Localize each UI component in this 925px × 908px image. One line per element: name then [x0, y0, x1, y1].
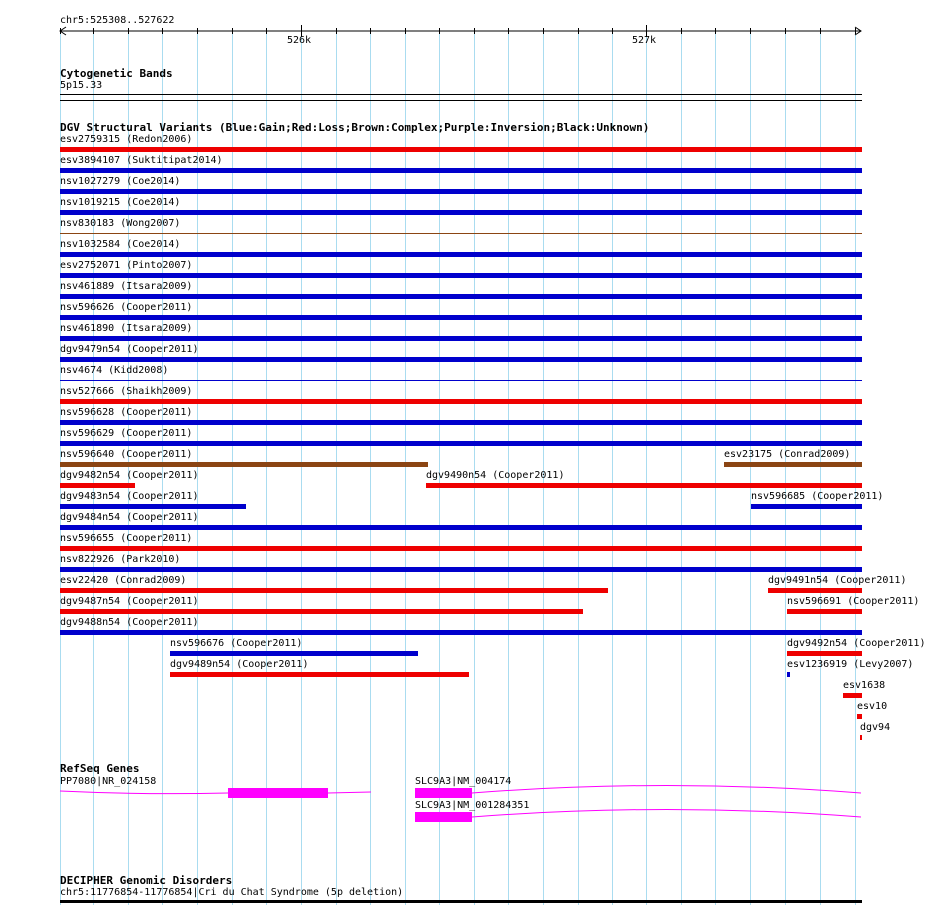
variant-label[interactable]: dgv9479n54 (Cooper2011): [60, 344, 199, 355]
variant-label[interactable]: nsv4674 (Kidd2008): [60, 365, 169, 376]
variant-label[interactable]: nsv596629 (Cooper2011): [60, 428, 193, 439]
variant-label[interactable]: dgv9488n54 (Cooper2011): [60, 617, 199, 628]
variant-label[interactable]: nsv461889 (Itsara2009): [60, 281, 193, 292]
variant-label[interactable]: dgv9491n54 (Cooper2011): [768, 575, 907, 586]
variant-label[interactable]: dgv9490n54 (Cooper2011): [426, 470, 565, 481]
region-label: chr5:525308..527622: [60, 15, 175, 26]
variant-label[interactable]: nsv596655 (Cooper2011): [60, 533, 193, 544]
refseq-track-title: RefSeq Genes: [60, 762, 140, 775]
gene-model-slc9a3-exon: [415, 788, 472, 798]
tick-label-527k: 527k: [632, 35, 657, 46]
variant-label[interactable]: esv2752071 (Pinto2007): [60, 260, 193, 271]
variant-label[interactable]: dgv9489n54 (Cooper2011): [170, 659, 309, 670]
decipher-entry-label[interactable]: chr5:11776854-11776854|Cri du Chat Syndrome (5p deletion): [60, 887, 404, 898]
variant-label[interactable]: dgv9487n54 (Cooper2011): [60, 596, 199, 607]
gene-model-pp7080-exon: [228, 788, 328, 798]
variant-label[interactable]: dgv9484n54 (Cooper2011): [60, 512, 199, 523]
decipher-track-title: DECIPHER Genomic Disorders: [60, 874, 233, 887]
variant-label[interactable]: nsv1019215 (Coe2014): [60, 197, 181, 208]
variant-label[interactable]: nsv830183 (Wong2007): [60, 218, 181, 229]
variant-label[interactable]: dgv9483n54 (Cooper2011): [60, 491, 199, 502]
variant-label[interactable]: nsv596628 (Cooper2011): [60, 407, 193, 418]
variant-label[interactable]: esv3894107 (Suktitipat2014): [60, 155, 223, 166]
variant-label[interactable]: nsv461890 (Itsara2009): [60, 323, 193, 334]
cytogenetic-band-label[interactable]: 5p15.33: [60, 80, 103, 91]
gene-label[interactable]: PP7080|NR_024158: [60, 776, 157, 787]
variant-label[interactable]: nsv1027279 (Coe2014): [60, 176, 181, 187]
gene-label[interactable]: SLC9A3|NM_004174: [415, 776, 512, 787]
gene-model-slc9a3-intron: [472, 786, 861, 794]
gene-model-pp7080-intron: [60, 791, 228, 794]
gene-model-slc9a3-2-exon: [415, 812, 472, 822]
cytogenetic-track-title: Cytogenetic Bands: [60, 67, 173, 80]
variant-label[interactable]: esv1236919 (Levy2007): [787, 659, 914, 670]
variant-label[interactable]: esv22420 (Conrad2009): [60, 575, 187, 586]
variant-label[interactable]: esv1638: [843, 680, 886, 691]
variant-label[interactable]: nsv596626 (Cooper2011): [60, 302, 193, 313]
variant-label[interactable]: esv2759315 (Redon2006): [60, 134, 193, 145]
gene-model-slc9a3-2-intron: [472, 810, 861, 818]
variant-label[interactable]: dgv9492n54 (Cooper2011): [787, 638, 925, 649]
variant-label[interactable]: esv10: [857, 701, 888, 712]
variant-label[interactable]: dgv94: [860, 722, 891, 733]
dgv-track-title: DGV Structural Variants (Blue:Gain;Red:Loss;Brown:Complex;Purple:Inversion;Black:Unknown): [60, 121, 650, 134]
gene-label[interactable]: SLC9A3|NM_001284351: [415, 800, 530, 811]
variant-label[interactable]: nsv822926 (Park2010): [60, 554, 181, 565]
variant-label[interactable]: nsv1032584 (Coe2014): [60, 239, 181, 250]
tick-label-526k: 526k: [287, 35, 312, 46]
gene-model-pp7080-intron: [328, 792, 371, 793]
variant-label[interactable]: esv23175 (Conrad2009): [724, 449, 851, 460]
decipher-entry-bar[interactable]: [60, 900, 862, 903]
variant-label[interactable]: nsv596676 (Cooper2011): [170, 638, 303, 649]
variant-label[interactable]: nsv527666 (Shaikh2009): [60, 386, 193, 397]
variant-label[interactable]: dgv9482n54 (Cooper2011): [60, 470, 199, 481]
variant-label[interactable]: nsv596685 (Cooper2011): [751, 491, 884, 502]
variant-label[interactable]: nsv596691 (Cooper2011): [787, 596, 920, 607]
variant-label[interactable]: nsv596640 (Cooper2011): [60, 449, 193, 460]
